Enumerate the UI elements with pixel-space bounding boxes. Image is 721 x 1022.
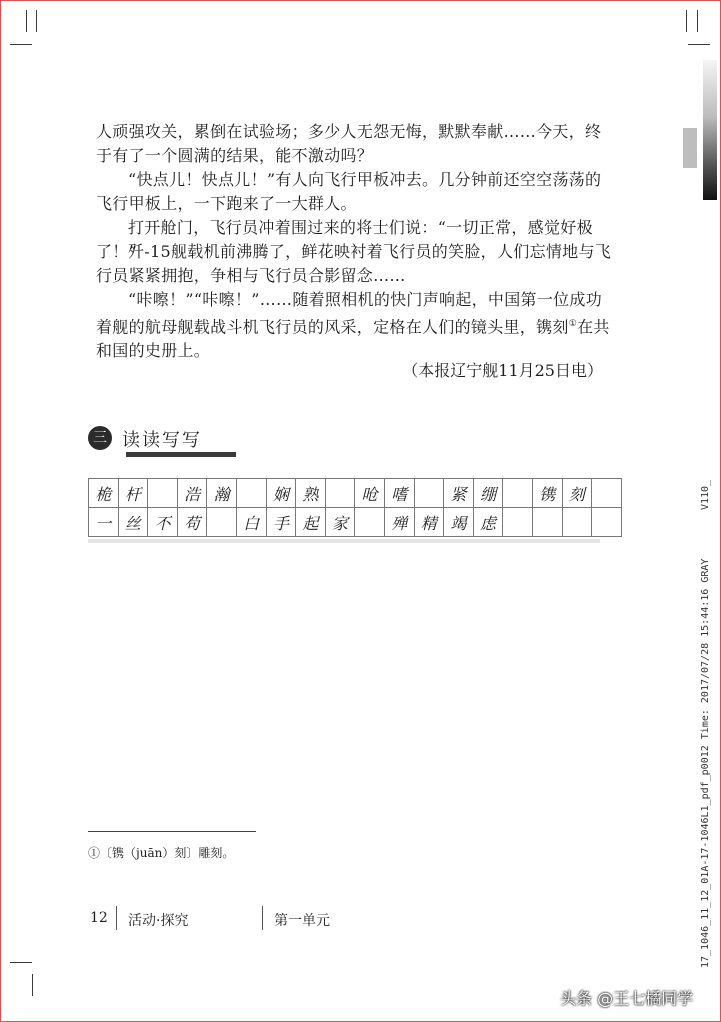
grid-shadow [88,539,600,543]
print-code-text: 17_1046_11_12_01A-17-1046L1_pdf_p0012 Time: 2017/07/28 15:44:16 [700,588,711,968]
footnote-marker: ① [568,319,578,329]
page-number: 12 [90,910,108,926]
side-print-code [700,559,711,968]
vocab-cell [207,508,237,537]
watermark: 头条 @王七橘同学 [560,989,694,1008]
vocab-cell: 不 [148,508,178,537]
footnote-rule [88,831,256,832]
footer-divider [262,906,263,930]
vocab-cell: 绷 [473,479,503,508]
vocab-cell [503,508,533,537]
paragraph-5-text-b: 在共和国的史册上。 [96,317,610,361]
crop-mark-top-right [688,44,710,45]
gray-scale-bar [703,60,717,200]
vocab-cell: 刻 [562,479,592,508]
footer-section-b: 第一单元 [274,913,330,929]
crop-mark-bottom-left [10,962,32,963]
paragraph-2: “快点儿！快点儿！”有人向飞行甲板冲去。几分钟前还空空荡荡的飞行甲板上，一下跑来了一大群人。 [96,170,602,213]
paragraph-3: 打开舱门，飞行员冲着围过来的将士们说：“一切正常，感觉好极了！” [96,218,593,261]
vocab-cell: 殚 [384,508,414,537]
vocab-grid [88,478,622,537]
vocab-cell: 虑 [473,508,503,537]
vocab-cell [503,479,533,508]
vocab-cell [236,479,266,508]
vocab-cell: 家 [325,508,355,537]
dateline: （本报辽宁舰11月25日电） [402,361,603,380]
vocab-cell [562,508,592,537]
vocab-cell: 丝 [118,508,148,537]
crop-mark-top-left [10,44,32,45]
vocab-cell: 镌 [532,479,562,508]
vocab-cell: 瀚 [207,479,237,508]
vocab-cell: 嗜 [384,479,414,508]
gray-block [683,128,697,168]
side-v-code: V110_ [700,479,711,510]
vocab-cell: 紧 [444,479,474,508]
vocab-cell: 手 [266,508,296,537]
vocab-cell: 起 [296,508,326,537]
vocab-cell: 竭 [444,508,474,537]
footnote: ①〔镌（juān）刻〕雕刻。 [88,846,235,860]
section-underline [126,452,236,457]
vocab-cell [148,479,178,508]
vocab-cell: 呛 [355,479,385,508]
vocab-cell: 浩 [177,479,207,508]
vocab-cell [355,508,385,537]
vocab-cell [592,508,622,537]
vocab-cell [414,479,444,508]
vocab-row-1 [89,479,622,508]
vocab-row-2 [89,508,622,537]
crop-mark-top-left-v [36,10,37,32]
crop-mark-top-right-v [686,10,687,32]
paragraph-5 [96,288,616,363]
crop-mark-top-right-v2 [697,10,698,32]
vocab-cell: 熟 [296,479,326,508]
vocab-cell [592,479,622,508]
vocab-cell: 白 [236,508,266,537]
vocab-cell [532,508,562,537]
vocab-cell: 杆 [118,479,148,508]
vocab-cell: 苟 [177,508,207,537]
paragraph-1: 人顽强攻关，累倒在试验场；多少人无怨无悔，默默奉献……今天，终于有了一个圆满的结果，能不激动吗？ [96,122,602,165]
section-number-icon: 三 [88,426,112,450]
vocab-cell: 娴 [266,479,296,508]
section-title: 读读写写 [122,430,202,451]
vocab-cell: 桅 [89,479,119,508]
gray-label: GRAY [700,558,711,583]
vocab-cell: 一 [89,508,119,537]
paragraph-4: 歼-15舰载机前沸腾了，鲜花映衬着飞行员的笑脸，人们忘情地与飞行员紧紧拥抱，争相与飞行员合影留念…… [96,242,612,285]
footer-section-a: 活动·探究 [128,913,189,929]
crop-mark-bottom-left-v [32,974,33,996]
vocab-cell: 精 [414,508,444,537]
vocab-cell [325,479,355,508]
crop-mark-top-left-v2 [26,10,27,32]
paragraph-5-text-a: “咔嚓！”“咔嚓！”……随着照相机的快门声响起，中国第一位成功着舰的航母舰载战斗机飞行员的风采，定格在人们的镜头里，镌刻 [96,290,603,337]
footer-divider [116,906,117,930]
